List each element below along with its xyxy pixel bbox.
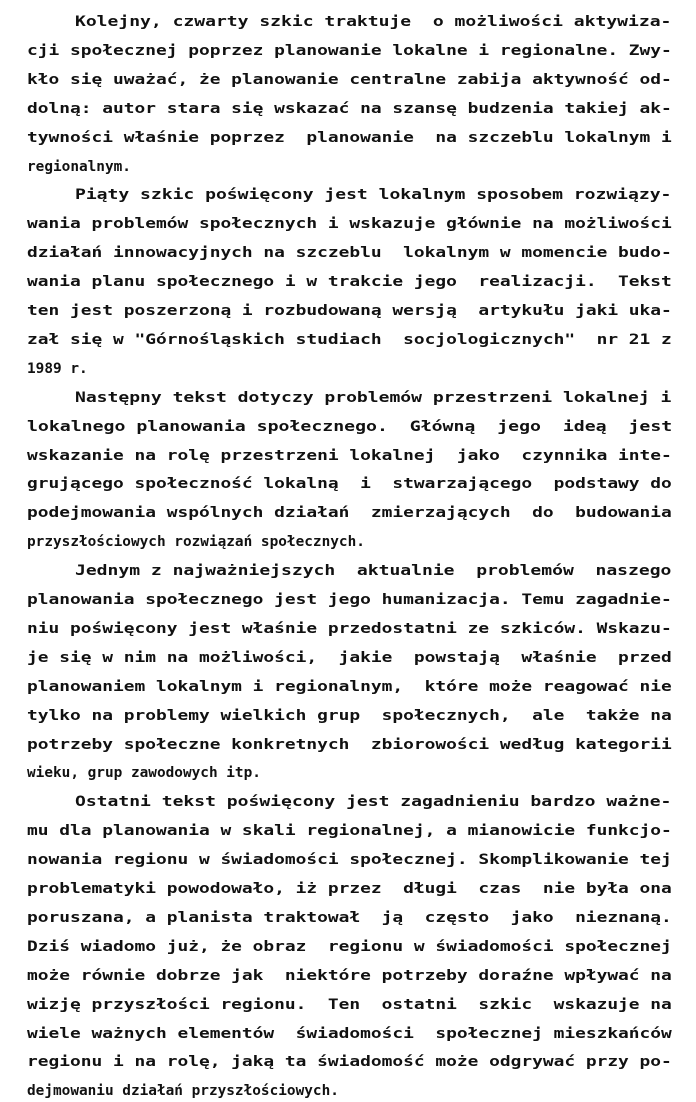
text-line: podejmowania wspólnych działań zmierzających do budowania: [27, 505, 672, 522]
text-line: wiele ważnych elementów świadomości społecznej mieszkańców: [27, 1025, 672, 1042]
text-line: zał się w "Górnośląskich studiach socjologicznych" nr 21 z: [27, 331, 672, 348]
text-line: niu poświęcony jest właśnie przedostatni ze szkiców. Wskazu-: [27, 620, 672, 637]
text-line: cji społecznej poprzez planowanie lokalne i regionalne. Zwy-: [27, 42, 672, 59]
text-line: Jednym z najważniejszych aktualnie problemów naszego: [75, 563, 672, 580]
text-line: dolną: autor stara się wskazać na szansę budzenia takiej ak-: [27, 100, 672, 117]
text-line: ten jest poszerzoną i rozbudowaną wersją artykułu jaki uka-: [27, 303, 672, 319]
text-line: tywności właśnie poprzez planowanie na szczeblu lokalnym i: [27, 129, 672, 146]
text-line: Dziś wiadomo już, że obraz regionu w świadomości społecznej: [27, 938, 672, 955]
text-line: potrzeby społeczne konkretnych zbiorowości według kategorii: [27, 736, 672, 753]
text-line: planowania społecznego jest jego humanizacja. Temu zagadnie-: [27, 592, 672, 608]
text-line: lokalnego planowania społecznego. Główną jego ideą jest: [27, 418, 673, 435]
text-line: działań innowacyjnych na szczeblu lokalnym w momencie budo-: [27, 245, 672, 262]
text-line: wskazanie na rolę przestrzeni lokalnej jako czynnika inte-: [27, 447, 672, 464]
text-line: Piąty szkic poświęcony jest lokalnym sposobem rozwiązy-: [75, 187, 672, 204]
text-line: regionu i na rolę, jaką ta świadomość może odgrywać przy po-: [27, 1054, 672, 1071]
text-line: grującego społeczność lokalną i stwarzającego podstawy do: [27, 476, 672, 493]
text-line: nowania regionu w świadomości społecznej. Skomplikowanie tej: [27, 852, 672, 869]
text-line: Ostatni tekst poświęcony jest zagadnieniu bardzo ważne-: [75, 794, 672, 811]
text-line: wania planu społecznego i w trakcie jego realizacji. Tekst: [27, 274, 672, 291]
text-line: planowaniem lokalnym i regionalnym, które może reagować nie: [27, 678, 672, 695]
text-line: tylko na problemy wielkich grup społecznych, ale także na: [27, 707, 672, 724]
text-line: dejmowaniu działań przyszłościowych.: [27, 1083, 339, 1100]
text-line: problematyki powodowało, iż przez długi czas nie była ona: [27, 881, 672, 897]
text-line: kło się uważać, że planowanie centralne zabija aktywność od-: [27, 71, 672, 88]
text-line: może równie dobrze jak niektóre potrzeby doraźne wpływać na: [27, 967, 672, 984]
text-line: Kolejny, czwarty szkic traktuje o możliwości aktywiza-: [75, 14, 672, 30]
text-line: je się w nim na możliwości, jakie powstają właśnie przed: [27, 649, 672, 666]
text-line: regionalnym.: [27, 158, 131, 175]
text-line: Następny tekst dotyczy problemów przestrzeni lokalnej i: [75, 389, 672, 406]
text-line: mu dla planowania w skali regionalnej, a mianowicie funkcjo-: [27, 823, 672, 840]
text-line: wieku, grup zawodowych itp.: [27, 765, 261, 782]
text-line: przyszłościowych rozwiązań społecznych.: [27, 534, 365, 551]
text-line: 1989 r.: [27, 360, 88, 377]
text-line: poruszana, a planista traktował ją często jako nieznaną.: [27, 909, 672, 926]
text-line: wania problemów społecznych i wskazuje głównie na możliwości: [27, 216, 672, 233]
text-line: wizję przyszłości regionu. Ten ostatni szkic wskazuje na: [27, 996, 672, 1013]
